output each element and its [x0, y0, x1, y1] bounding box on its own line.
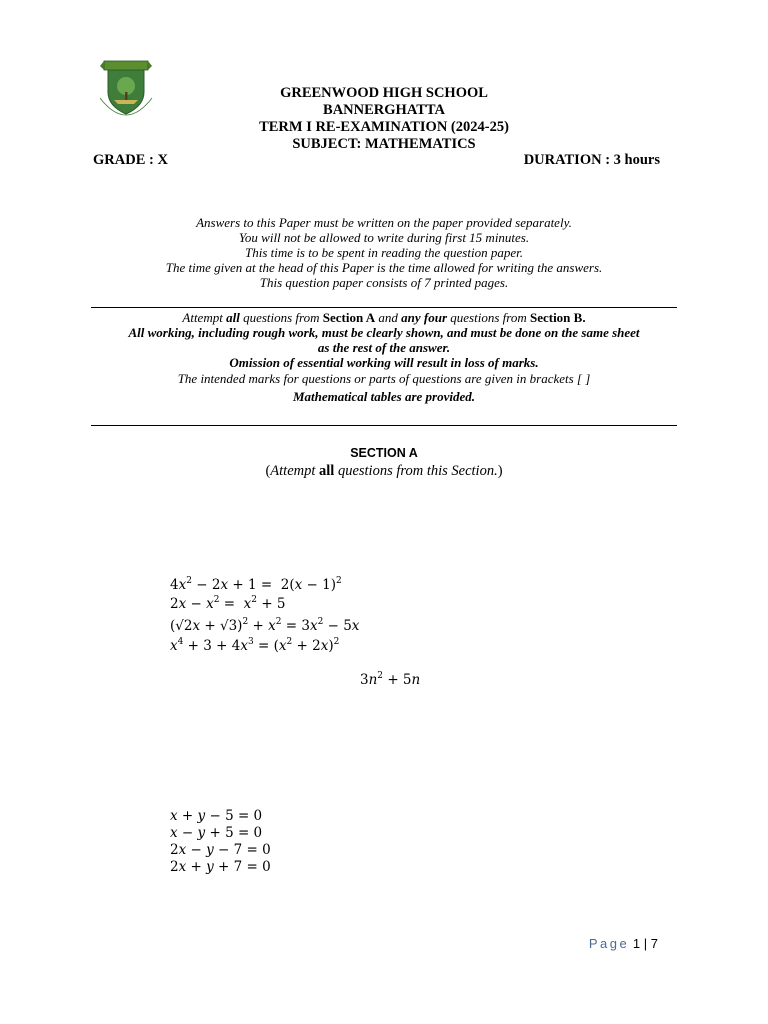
instruction-line: You will not be allowed to write during first 15 minutes. — [238, 230, 530, 245]
equation: x − y + 5 = 0 — [170, 825, 263, 841]
equation: $x^4 + 3 + 4x^3 = (x^2 + 2x)^2$ — [170, 637, 340, 654]
equation: x + y − 5 = 0 — [170, 808, 263, 824]
instruction-line: This question paper consists of 7 printed pages. — [259, 275, 509, 290]
omission-warning: Omission of essential working will result in loss of marks. — [229, 355, 539, 370]
instruction-line: Answers to this Paper must be written on the paper provided separately. — [196, 215, 572, 230]
instruction-line: The time given at the head of this Paper is the time allowed for writing the answers. — [165, 260, 603, 275]
expression: $3n^2 + 5n$ — [360, 671, 421, 688]
section-subtitle: (Attempt all questions from this Section.) — [265, 463, 503, 479]
attempt-line: Attempt all questions from Section A and any four questions from Section B. — [182, 310, 586, 325]
divider-bottom — [91, 425, 677, 426]
school-name: GREENWOOD HIGH SCHOOL — [280, 85, 488, 101]
marks-note: The intended marks for questions or parts of questions are given in brackets [ ] — [177, 371, 591, 386]
page-footer: Page 1 | 7 — [588, 936, 658, 951]
instruction-line: This time is to be spent in reading the question paper. — [245, 245, 523, 260]
equation: $(√2x + √3)^2 + x^2 = 3x^2 - 5x$ — [170, 617, 360, 634]
divider-top — [91, 307, 677, 308]
exam-title: TERM I RE-EXAMINATION (2024-25) — [259, 119, 509, 135]
school-location: BANNERGHATTA — [323, 102, 445, 118]
equation: 2x + y + 7 = 0 — [170, 859, 271, 875]
duration-label: DURATION : 3 hours — [523, 152, 660, 168]
section-title: SECTION A — [350, 446, 418, 460]
working-instruction: All working, including rough work, must be clearly shown, and must be done on the same sheet — [128, 325, 640, 340]
equation: $2x - x^2 = x^2 + 5$ — [170, 595, 286, 612]
equation: 2x − y − 7 = 0 — [170, 842, 271, 858]
subject-title: SUBJECT: MATHEMATICS — [292, 136, 476, 152]
equation: $4x^2 - 2x + 1 = 2(x - 1)^2$ — [170, 576, 342, 593]
grade-label: GRADE : X — [93, 152, 168, 168]
tables-note: Mathematical tables are provided. — [293, 389, 475, 404]
working-instruction-cont: as the rest of the answer. — [317, 340, 451, 355]
